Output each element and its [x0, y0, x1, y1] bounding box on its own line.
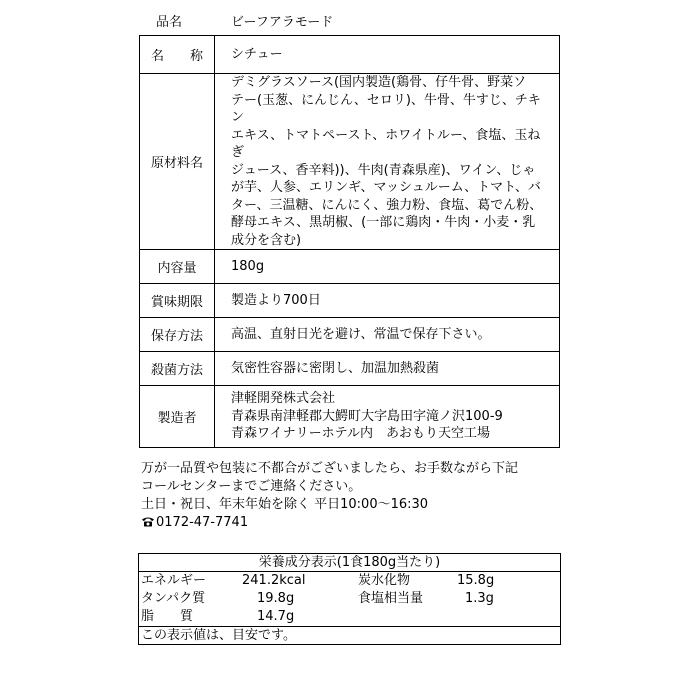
notice-line: 万が一品質や包装に不都合がございましたら、お手数ながら下記 [141, 461, 519, 476]
spec-label-ingredients: 原材料名 [140, 74, 215, 250]
spec-row-name [140, 36, 560, 74]
spec-label-name: 名 称 [140, 36, 215, 74]
nutrient-value-salt: 1.3g [465, 591, 494, 606]
spec-value-ingredients [215, 74, 560, 250]
spec-label-manufacturer: 製造者 [140, 386, 215, 448]
telephone-icon [141, 516, 155, 527]
spec-label-best-before: 賞味期限 [140, 284, 215, 318]
spec-row-net-content [140, 250, 560, 284]
spec-value-manufacturer [215, 386, 560, 448]
notice-hours: 土日・祝日、年末年始を除く 平日10:00〜16:30 [141, 497, 429, 512]
nutrition-facts-table [138, 553, 561, 645]
nutrient-label-carbohydrate: 炭水化物 [358, 573, 411, 588]
nutrition-title: 栄養成分表示(1食180g当たり) [139, 554, 561, 572]
ingredients-line: 成分を含む) [231, 232, 302, 248]
spec-value-sterilization: 気密性容器に密閉し、加温加熱殺菌 [215, 352, 560, 386]
ingredients-line: ジュース、香辛料))、牛肉(青森県産)、ワイン、じゃ [231, 162, 536, 178]
nutrient-value-protein: 19.8g [257, 591, 295, 606]
nutrition-footer: この表示値は、目安です。 [139, 627, 561, 645]
ingredients-line: デミグラスソース(国内製造(鶏骨、仔牛骨、野菜ソ [231, 75, 527, 90]
nutrient-label-protein: タンパク質 [141, 591, 206, 606]
nutrition-footer-row [139, 627, 561, 645]
contact-notice [141, 460, 561, 532]
ingredients-line: エキス、トマトペースト、ホワイトルー、食塩、玉ねぎ [231, 127, 541, 160]
spec-value-net-content: 180g [215, 250, 560, 284]
ingredients-line: ター、三温糖、にんにく、強力粉、食塩、葛でん粉、 [231, 197, 543, 213]
spec-row-sterilization [140, 352, 560, 386]
ingredients-line: テー(玉葱、にんじん、セロリ)、牛骨、牛すじ、チキン [231, 92, 541, 125]
spec-value-name: シチュー [215, 36, 560, 74]
spec-row-ingredients [140, 74, 560, 250]
nutrient-label-fat: 脂 質 [141, 609, 194, 624]
product-spec-table [139, 35, 560, 448]
nutrient-label-energy: エネルギー [141, 573, 207, 588]
phone-number: 0172-47-7741 [156, 515, 249, 530]
manufacturer-name: 津軽開発株式会社 [231, 391, 336, 407]
nutrition-values-row [139, 572, 561, 627]
nutrition-title-row [139, 554, 561, 572]
manufacturer-address: 青森県南津軽郡大鰐町大字島田字滝ノ沢100-9 [231, 408, 503, 424]
nutrient-value-fat: 14.7g [257, 609, 295, 624]
spec-label-storage: 保存方法 [140, 318, 215, 352]
spec-value-storage: 高温、直射日光を避け、常温で保存下さい。 [215, 318, 560, 352]
nutrient-value-carbohydrate: 15.8g [457, 573, 495, 588]
notice-line: コールセンターまでご連絡ください。 [141, 479, 362, 494]
nutrient-label-salt: 食塩相当量 [358, 591, 424, 606]
product-name-row [140, 12, 560, 34]
notice-phone-line [141, 514, 561, 532]
spec-row-manufacturer [140, 386, 560, 448]
spec-row-storage [140, 318, 560, 352]
product-name-value: ビーフアラモード [231, 15, 334, 30]
product-name-label: 品名 [156, 15, 183, 30]
nutrient-value-energy: 241.2kcal [242, 573, 306, 588]
spec-label-net-content: 内容量 [140, 250, 215, 284]
spec-row-best-before [140, 284, 560, 318]
manufacturer-facility: 青森ワイナリーホテル内 あおもり天空工場 [231, 426, 490, 442]
spec-value-best-before: 製造より700日 [215, 284, 560, 318]
nutrition-grid [139, 572, 560, 626]
spec-label-sterilization: 殺菌方法 [140, 352, 215, 386]
ingredients-line: 酵母エキス、黒胡椒、(一部に鶏肉・牛肉・小麦・乳 [231, 215, 536, 230]
ingredients-line: が芋、人参、エリンギ、マッシュルーム、トマト、バ [231, 180, 541, 195]
